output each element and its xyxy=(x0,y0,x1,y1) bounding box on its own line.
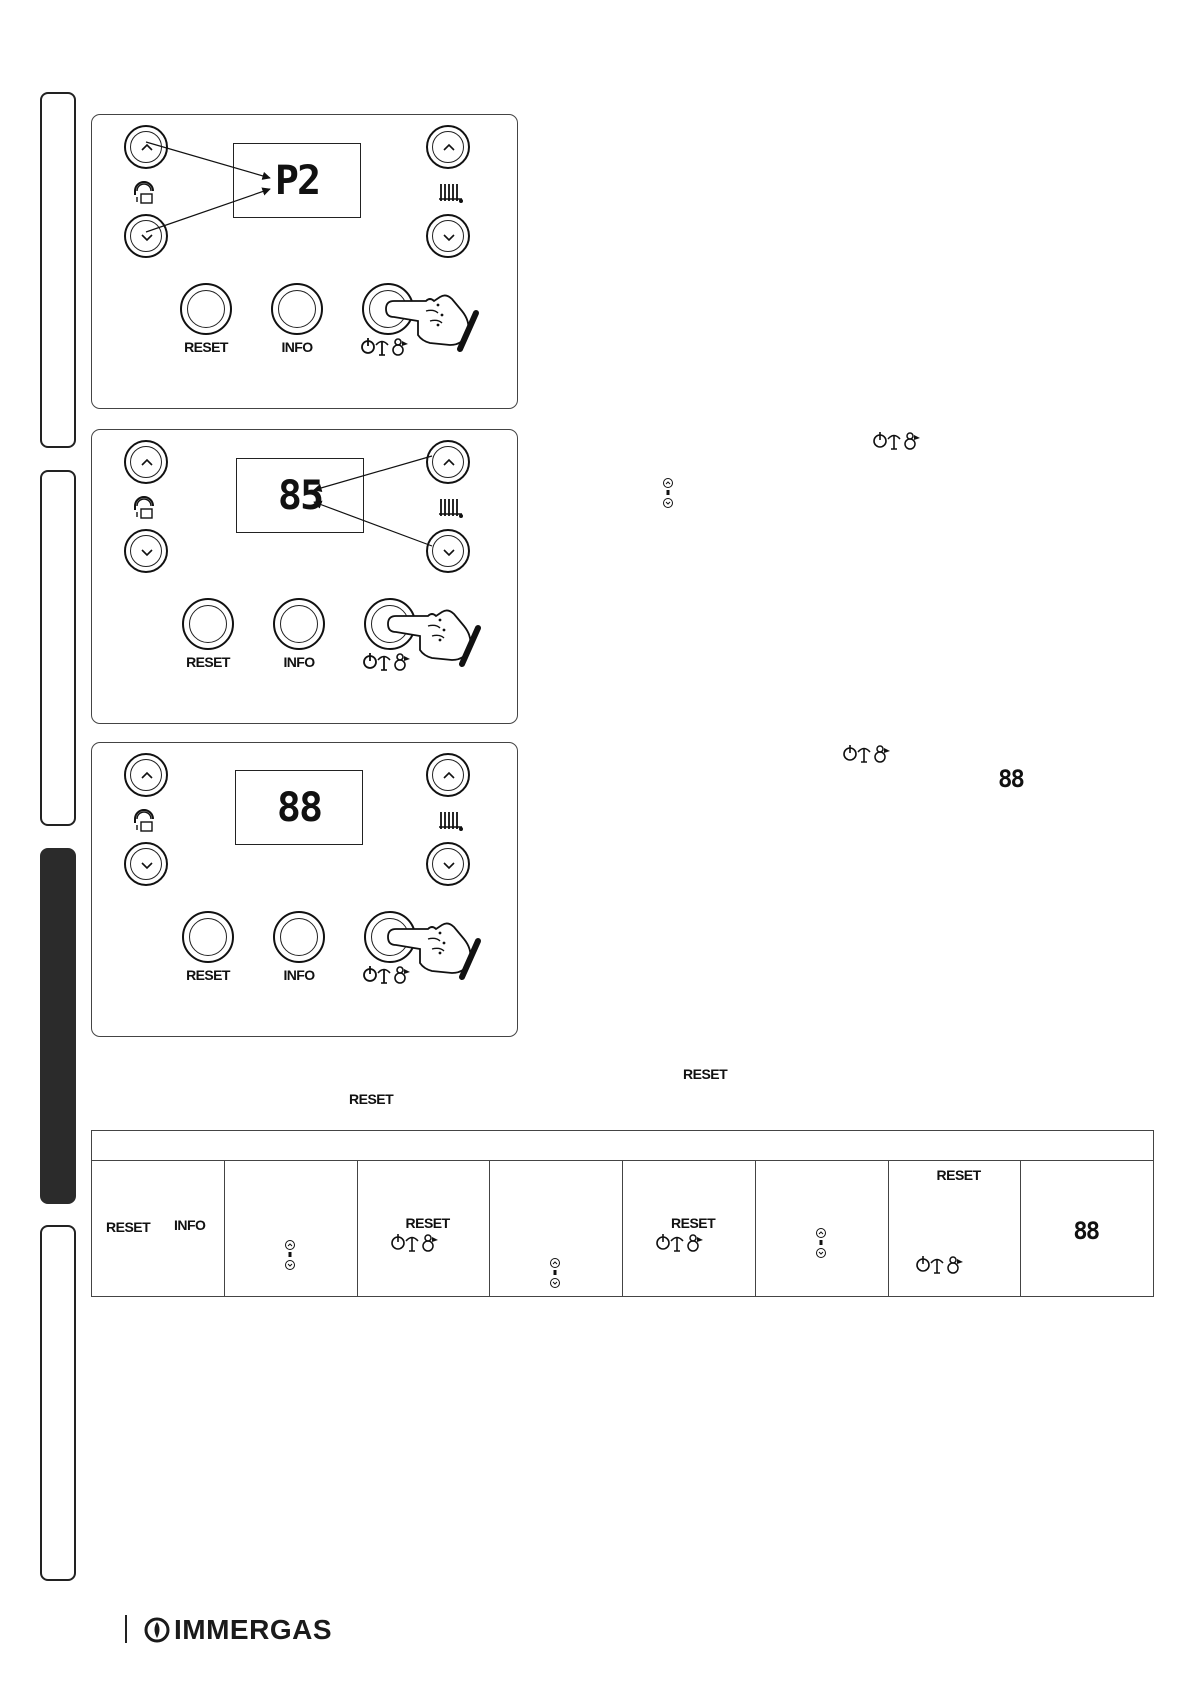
heating-up-button[interactable] xyxy=(426,753,470,797)
display-88: 88 xyxy=(1073,1217,1099,1245)
up-down-arrows-icon xyxy=(662,477,674,511)
table-header xyxy=(92,1131,1153,1161)
side-tab-3-active[interactable] xyxy=(40,848,76,1204)
display-value: 88 xyxy=(276,784,322,831)
reset-label: RESET xyxy=(184,339,228,355)
dhw-up-button[interactable] xyxy=(124,753,168,797)
up-down-arrows-icon xyxy=(549,1257,561,1291)
pressing-hand-icon xyxy=(380,586,484,670)
chevron-down-icon xyxy=(443,546,455,558)
info-button[interactable] xyxy=(273,911,325,963)
footer-divider xyxy=(125,1615,127,1643)
chevron-down-icon xyxy=(141,859,153,871)
table-cell-2 xyxy=(224,1161,357,1296)
display-value: 85 xyxy=(277,472,323,519)
pressing-hand-icon xyxy=(380,899,484,983)
table-cell-5 xyxy=(622,1161,755,1296)
table-cell-8 xyxy=(1020,1161,1153,1296)
heating-down-button[interactable] xyxy=(426,842,470,886)
instruction-arrows xyxy=(92,430,517,723)
side-tab-1[interactable] xyxy=(40,92,76,448)
instruction-arrows xyxy=(92,115,517,408)
reset-label: RESET xyxy=(186,654,230,670)
mode-standby-summer-winter-icon xyxy=(842,742,894,764)
control-panel-1 xyxy=(91,114,518,409)
reset-label: RESET xyxy=(106,1219,151,1235)
chevron-down-icon xyxy=(443,859,455,871)
info-label: INFO xyxy=(283,654,315,670)
chevron-up-icon xyxy=(141,142,153,154)
table-row xyxy=(92,1161,1153,1296)
side-tab-2[interactable] xyxy=(40,470,76,826)
reset-label: RESET xyxy=(936,1167,981,1183)
inline-reset-1: RESET xyxy=(683,1066,728,1082)
info-label: INFO xyxy=(283,967,315,983)
up-down-arrows-icon xyxy=(815,1227,827,1261)
pressing-hand-icon xyxy=(378,271,482,355)
control-panel-3 xyxy=(91,742,518,1037)
chevron-up-icon xyxy=(443,142,455,154)
inline-display-88: 88 xyxy=(998,765,1023,793)
side-tab-4[interactable] xyxy=(40,1225,76,1581)
chevron-up-icon xyxy=(141,457,153,469)
reset-label: RESET xyxy=(186,967,230,983)
mode-standby-summer-winter-icon xyxy=(390,1231,442,1253)
mode-standby-summer-winter-icon xyxy=(655,1231,707,1253)
reset-button[interactable] xyxy=(182,911,234,963)
chevron-up-icon xyxy=(443,457,455,469)
table-cell-4 xyxy=(489,1161,622,1296)
brand-name: IMMERGAS xyxy=(174,1614,332,1645)
inline-reset-2: RESET xyxy=(349,1091,394,1107)
dhw-tap-icon xyxy=(132,809,158,833)
mode-standby-summer-winter-icon xyxy=(872,429,924,451)
display-value: P2 xyxy=(274,157,320,204)
lcd-display xyxy=(235,770,363,845)
info-label: INFO xyxy=(281,339,313,355)
control-panel-2 xyxy=(91,429,518,724)
reset-label: RESET xyxy=(671,1215,716,1231)
table-cell-1 xyxy=(92,1161,224,1296)
chevron-up-icon xyxy=(443,770,455,782)
chevron-down-icon xyxy=(443,231,455,243)
immergas-logo xyxy=(144,1614,332,1646)
chevron-down-icon xyxy=(141,546,153,558)
chevron-up-icon xyxy=(141,770,153,782)
info-label: INFO xyxy=(174,1217,206,1233)
radiator-icon xyxy=(438,809,464,833)
up-down-arrows-icon xyxy=(284,1239,296,1273)
dhw-down-button[interactable] xyxy=(124,842,168,886)
mode-standby-summer-winter-icon xyxy=(915,1253,967,1275)
immergas-flame-icon xyxy=(144,1617,170,1643)
table-cell-6 xyxy=(755,1161,888,1296)
chevron-down-icon xyxy=(141,231,153,243)
table-cell-3 xyxy=(357,1161,490,1296)
table-cell-7 xyxy=(888,1161,1021,1296)
reset-label: RESET xyxy=(405,1215,450,1231)
summary-table xyxy=(91,1130,1154,1297)
